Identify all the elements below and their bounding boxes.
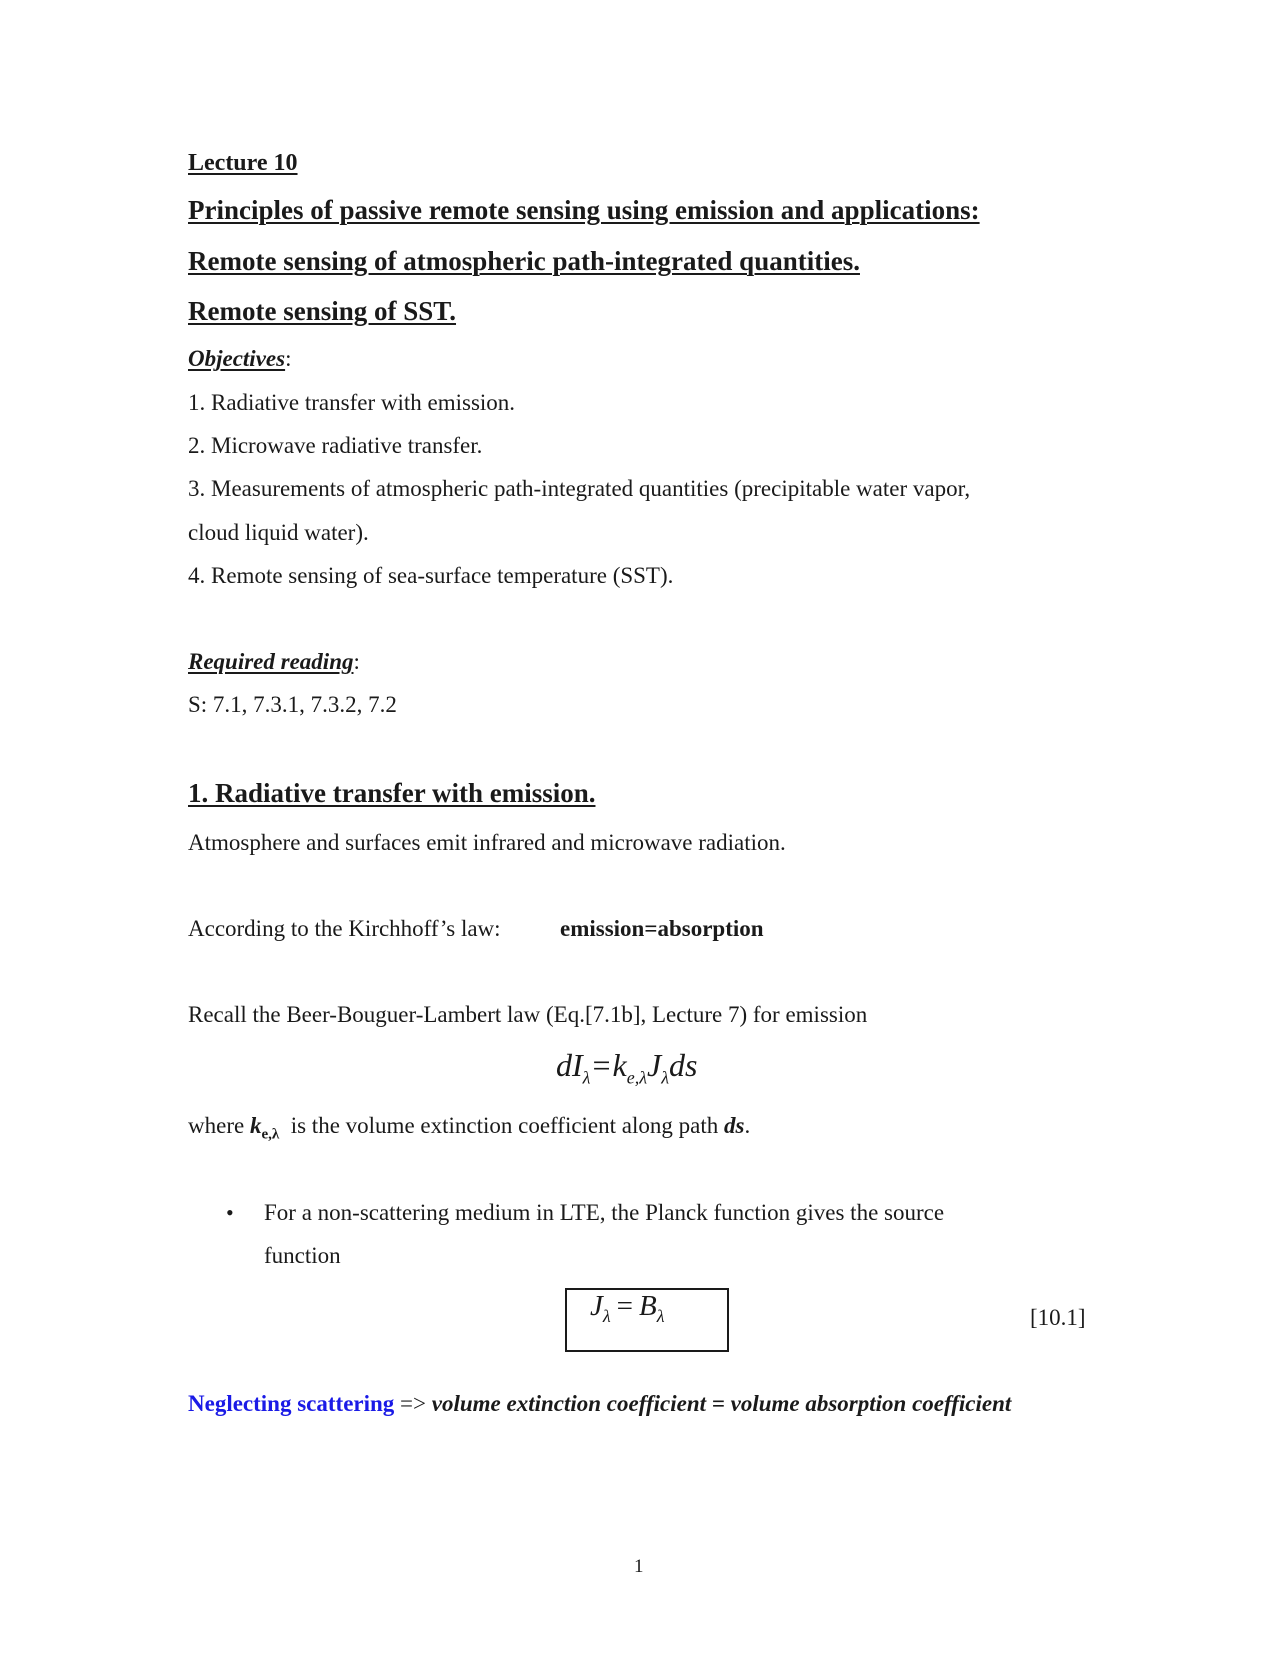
title-line-2: Remote sensing of atmospheric path-integrated quantities. — [188, 246, 860, 276]
section-1-heading: 1. Radiative transfer with emission. — [188, 778, 596, 808]
eq2-J: J — [590, 1290, 603, 1322]
where-mid: is the volume extinction coefficient along path — [290, 1113, 719, 1138]
eq1-sub-e: e,λ — [626, 1067, 647, 1088]
recall-text: Recall the Beer-Bouguer-Lambert law (Eq.[7.1b], Lecture 7) for emission — [188, 1002, 868, 1027]
bullet-dot: • — [226, 1200, 234, 1225]
where-pre: where — [188, 1113, 245, 1138]
title-line-3: Remote sensing of SST. — [188, 296, 457, 326]
section-1-para: Atmosphere and surfaces emit infrared and microwave radiation. — [188, 830, 786, 855]
where-ds: ds — [723, 1113, 745, 1138]
page-number: 1 — [634, 1556, 644, 1577]
reading-refs: S: 7.1, 7.3.1, 7.3.2, 7.2 — [188, 692, 397, 717]
eq1-J: J — [647, 1047, 662, 1083]
where-end: . — [744, 1113, 751, 1138]
where-k-sub: e,λ — [261, 1126, 280, 1143]
neglect-blue: Neglecting scattering — [188, 1391, 395, 1416]
neglect-rest: volume extinction coefficient = volume absorption coefficient — [431, 1391, 1012, 1416]
equation-number: [10.1] — [1030, 1305, 1086, 1330]
title-line-1: Principles of passive remote sensing using emission and applications: — [188, 195, 980, 225]
eq2-sub-1: λ — [602, 1305, 611, 1326]
objective-item-3-cont: cloud liquid water). — [188, 520, 369, 545]
objective-item-1: 1. Radiative transfer with emission. — [188, 390, 516, 415]
lecture-label: Lecture 10 — [188, 150, 298, 176]
kirchhoff-bold: emission=absorption — [560, 916, 764, 941]
kirchhoff-text: According to the Kirchhoff’s law: — [188, 916, 501, 941]
bullet-line-1: For a non-scattering medium in LTE, the Planck function gives the source — [264, 1200, 945, 1225]
eq1-dI: dI — [556, 1047, 583, 1083]
neglect-line — [188, 1391, 1011, 1417]
eq1-ds: ds — [669, 1047, 698, 1083]
reading-heading: Required reading: — [188, 649, 360, 674]
where-line — [188, 1113, 750, 1144]
eq2-sub-2: λ — [656, 1305, 665, 1326]
equation-beer-law — [556, 1047, 697, 1088]
objective-item-4: 4. Remote sensing of sea-surface temperature (SST). — [188, 563, 674, 588]
eq2-equals: = — [616, 1290, 634, 1322]
eq1-k: k — [612, 1047, 627, 1083]
equation-planck — [590, 1290, 665, 1327]
objective-item-3: 3. Measurements of atmospheric path-integrated quantities (precipitable water vapor, — [188, 476, 971, 501]
eq1-sub-lambda: λ — [582, 1067, 591, 1088]
objectives-heading: Objectives: — [188, 346, 292, 371]
objective-item-2: 2. Microwave radiative transfer. — [188, 433, 483, 458]
eq1-equals: = — [592, 1047, 611, 1083]
bullet-line-2: function — [264, 1243, 341, 1268]
reading-label: Required reading — [188, 649, 354, 674]
eq1-sub-lambda-2: λ — [661, 1067, 669, 1088]
where-k: k — [249, 1113, 262, 1138]
objectives-label: Objectives — [188, 346, 286, 371]
eq2-B: B — [639, 1290, 657, 1322]
neglect-arrow: => — [400, 1391, 426, 1416]
